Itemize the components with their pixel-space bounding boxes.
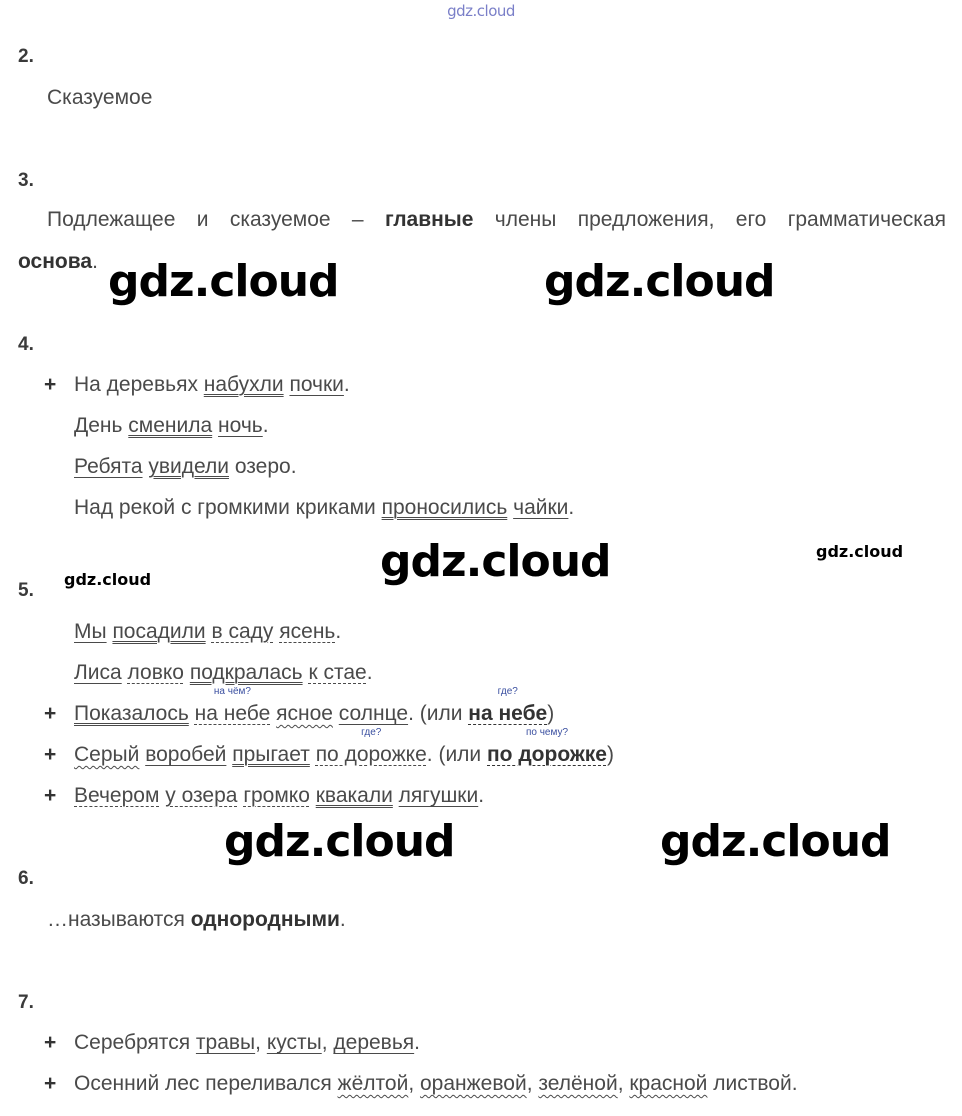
plus-mark: + <box>44 784 57 807</box>
question-annotated <box>194 686 271 725</box>
predicate: Показалось <box>74 702 189 725</box>
sentence <box>74 686 555 726</box>
text: ) <box>547 702 555 725</box>
text: . <box>343 373 350 396</box>
sentence <box>74 373 350 397</box>
adverbial: по дорожке <box>487 743 607 766</box>
text: , <box>408 1072 420 1095</box>
text: . <box>262 414 269 437</box>
sentence <box>74 727 614 767</box>
question-label: на чём? <box>213 686 251 697</box>
watermark-top: gdz.cloud <box>447 2 515 20</box>
predicate: подкралась <box>189 661 303 684</box>
plus-mark: + <box>44 1072 57 1095</box>
object: ясень <box>279 620 336 643</box>
task-number: 5. <box>18 580 34 601</box>
sentence <box>74 1072 798 1096</box>
sentence <box>74 496 574 520</box>
text: , <box>321 1031 334 1054</box>
watermark: gdz.cloud <box>224 816 455 867</box>
subject: Мы <box>74 620 107 643</box>
sentence <box>74 661 373 685</box>
attribute: зелёной <box>538 1072 618 1095</box>
subject: воробей <box>145 743 227 766</box>
watermark: gdz.cloud <box>660 816 891 867</box>
text: Осенний лес переливался <box>74 1072 338 1095</box>
text: . <box>478 784 485 807</box>
text: члены предложения, его грамматическая <box>473 208 946 231</box>
text: На деревьях <box>74 373 204 396</box>
sentence <box>74 784 484 808</box>
text: . <box>335 620 342 643</box>
text: . <box>339 908 346 931</box>
text: День <box>74 414 123 437</box>
question-annotated <box>487 727 607 766</box>
attribute: жёлтой <box>337 1072 409 1095</box>
subject: лягушки <box>398 784 479 807</box>
adverbial: на небе <box>468 702 548 725</box>
plus-mark: + <box>44 373 57 396</box>
sentence <box>74 1031 420 1055</box>
watermark: gdz.cloud <box>816 542 904 561</box>
watermark: gdz.cloud <box>380 536 611 587</box>
task-number: 6. <box>18 868 34 889</box>
text: листвой. <box>707 1072 798 1095</box>
task-number: 7. <box>18 992 34 1013</box>
question-annotated <box>468 686 548 725</box>
subject: почки <box>289 373 344 396</box>
answer-line <box>47 908 346 932</box>
text: , <box>255 1031 267 1054</box>
subject: кусты <box>266 1031 322 1054</box>
sentence <box>74 414 269 438</box>
subject: деревья <box>333 1031 415 1054</box>
question-annotated <box>315 727 427 766</box>
subject: чайки <box>513 496 569 519</box>
task-number: 4. <box>18 334 34 355</box>
sentence <box>74 455 297 479</box>
predicate: сменила <box>128 414 213 437</box>
task-number: 3. <box>18 170 34 191</box>
plus-mark: + <box>44 702 57 725</box>
adverbial: по дорожке <box>315 743 427 766</box>
predicate: прыгает <box>232 743 310 766</box>
text: …называются <box>47 908 191 931</box>
question-label: где? <box>497 686 518 697</box>
subject: Лиса <box>74 661 122 684</box>
text: Над рекой с громкими криками <box>74 496 382 519</box>
adverbial: к стае <box>308 661 367 684</box>
attribute: оранжевой <box>419 1072 527 1095</box>
adverbial: ловко <box>127 661 184 684</box>
adverbial: громко <box>243 784 310 807</box>
subject: ночь <box>218 414 263 437</box>
answer-line <box>18 208 946 232</box>
text: . <box>568 496 575 519</box>
bold-term: основа <box>18 250 93 273</box>
watermark: gdz.cloud <box>108 256 339 307</box>
question-label: по чему? <box>525 727 569 738</box>
text: Подлежащее и сказуемое – <box>47 208 385 231</box>
watermark: gdz.cloud <box>544 256 775 307</box>
text: ) <box>606 743 614 766</box>
predicate: Серебрятся <box>74 1031 196 1054</box>
answer-line <box>18 250 98 274</box>
text: . (или <box>408 702 469 725</box>
attribute: красной <box>629 1072 708 1095</box>
bold-term: однородными <box>190 908 340 931</box>
question-label: где? <box>361 727 382 738</box>
predicate: проносились <box>381 496 508 519</box>
predicate: увидели <box>148 455 229 478</box>
answer-text: Сказуемое <box>47 86 153 109</box>
subject: травы <box>195 1031 256 1054</box>
adverbial: Вечером <box>74 784 160 807</box>
plus-mark: + <box>44 743 57 766</box>
watermark: gdz.cloud <box>64 570 152 589</box>
predicate: набухли <box>203 373 284 396</box>
text: , <box>526 1072 539 1095</box>
bold-term: главные <box>384 208 474 231</box>
attribute: ясное <box>276 702 333 725</box>
adverbial: на небе <box>194 702 271 725</box>
text: , <box>617 1072 630 1095</box>
adverbial: в саду <box>211 620 274 643</box>
text: . (или <box>426 743 487 766</box>
text: . <box>92 250 98 273</box>
adverbial: у озера <box>165 784 238 807</box>
subject: Ребята <box>74 455 143 478</box>
text: озеро. <box>228 455 297 478</box>
plus-mark: + <box>44 1031 57 1054</box>
predicate: посадили <box>112 620 206 643</box>
subject: солнце <box>338 702 409 725</box>
text: . <box>366 661 373 684</box>
task-number: 2. <box>18 46 34 67</box>
attribute: Серый <box>74 743 140 766</box>
predicate: квакали <box>315 784 393 807</box>
text: . <box>414 1031 420 1054</box>
sentence <box>74 620 341 644</box>
